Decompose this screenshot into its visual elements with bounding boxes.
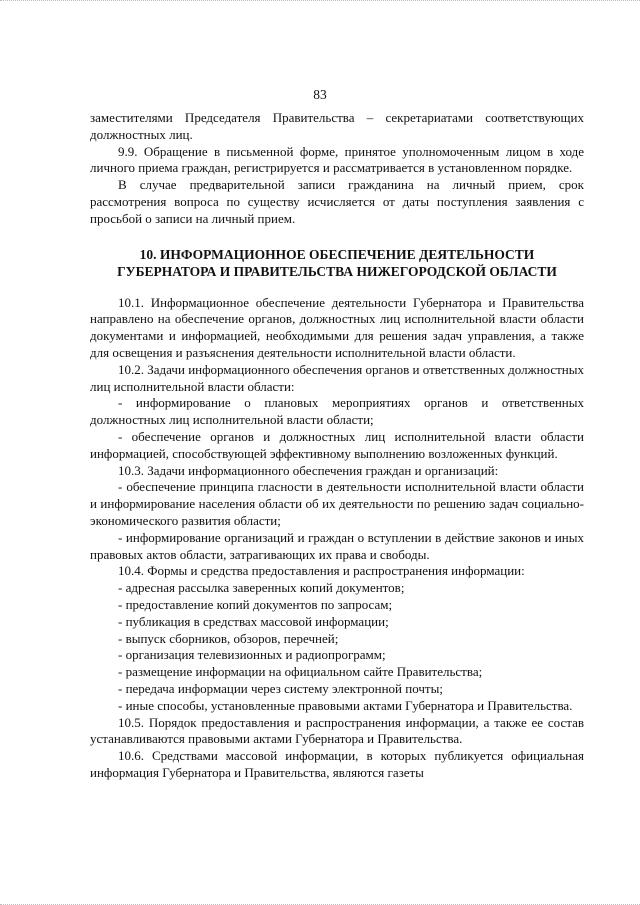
- list-item: - информирование организаций и граждан о вступлении в действие законов и иных правовых актов области, затрагивающих их права и свободы.: [90, 529, 584, 562]
- paragraph: 10.5. Порядок предоставления и распространения информации, а также ее состав устанавливаются правовыми актами Губернатора и Правительства.: [90, 714, 584, 747]
- list-item: - размещение информации на официальном сайте Правительства;: [118, 664, 483, 680]
- list-item: - передача информации через систему электронной почты;: [118, 680, 443, 696]
- paragraph: 10.3. Задачи информационного обеспечения граждан и организаций:: [118, 462, 499, 478]
- list-item: - иные способы, установленные правовыми актами Губернатора и Правительства.: [118, 697, 573, 713]
- paragraph: 10.1. Информационное обеспечение деятельности Губернатора и Правительства направлено на обеспечение органов, должностных лиц исполнительной власти области документами и информацией, необходимыми для решения задач управления, а также для освещения и разъяснения деятельности исполнительной власти области.: [90, 294, 584, 360]
- list-item: - обеспечение органов и должностных лиц исполнительной власти области информацией, способствующей эффективному выполнению возложенных функций.: [90, 428, 584, 461]
- section-heading: 10. ИНФОРМАЦИОННОЕ ОБЕСПЕЧЕНИЕ ДЕЯТЕЛЬНОСТИ ГУБЕРНАТОРА И ПРАВИТЕЛЬСТВА НИЖЕГОРОДСКОЙ ОБЛАСТИ: [117, 246, 557, 279]
- list-item: - организация телевизионных и радиопрограмм;: [118, 647, 386, 663]
- paragraph: 10.4. Формы и средства предоставления и распространения информации:: [118, 563, 525, 579]
- paragraph: 9.9. Обращение в письменной форме, принятое уполномоченным лицом в ходе личного приема граждан, регистрируется и рассматривается в установленном порядке.: [90, 143, 584, 176]
- list-item: - обеспечение принципа гласности в деятельности исполнительной власти области и информирование населения области об их деятельности по решению задач социально-экономического развития области;: [90, 479, 584, 528]
- paragraph: В случае предварительной записи гражданина на личный прием, срок рассмотрения вопроса по существу исчисляется от даты поступления заявления с просьбой о записи на личный прием.: [90, 177, 584, 226]
- document-body: [90, 110, 584, 782]
- list-item: - адресная рассылка заверенных копий документов;: [118, 580, 405, 596]
- paragraph: заместителями Председателя Правительства – секретариатами соответствующих должностных лиц.: [90, 110, 584, 142]
- list-item: - информирование о плановых мероприятиях органов и ответственных должностных лиц исполнительной власти области;: [90, 395, 584, 428]
- list-item: - предоставление копий документов по запросам;: [118, 596, 393, 612]
- list-item: - публикация в средствах массовой информации;: [118, 613, 389, 629]
- page-number: 83: [313, 87, 327, 102]
- paragraph: 10.6. Средствами массовой информации, в которых публикуется официальная информация Губернатора и Правительства, являются газеты: [90, 748, 584, 780]
- list-item: - выпуск сборников, обзоров, перечней;: [118, 630, 339, 646]
- paragraph: 10.2. Задачи информационного обеспечения органов и ответственных должностных лиц исполнительной власти области:: [90, 361, 584, 394]
